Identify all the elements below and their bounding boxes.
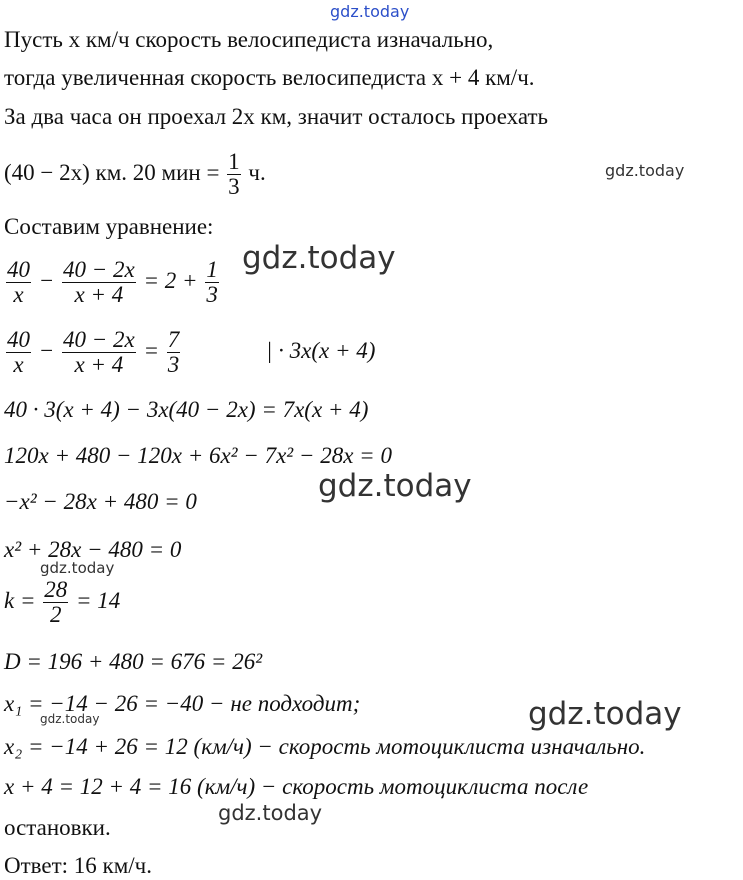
text-line: x₁ = −14 − 26 = −40 − не подходит; <box>4 691 361 716</box>
unit: ч. <box>248 159 266 185</box>
denominator: 3 <box>228 174 240 199</box>
fraction <box>6 258 31 307</box>
denominator: x + 4 <box>74 282 124 307</box>
expression: (40 − 2x) км. 20 мин = <box>4 159 220 185</box>
text-line: тогда увеличенная скорость велосипедиста x + 4 км/ч. <box>4 65 535 90</box>
numerator: 1 <box>228 149 240 174</box>
fraction <box>43 578 68 627</box>
fraction <box>205 258 219 307</box>
denominator: x + 4 <box>74 352 124 377</box>
watermark: gdz.today <box>528 696 682 732</box>
text-line: Пусть x км/ч скорость велосипедиста изначально, <box>4 27 494 52</box>
denominator: x <box>13 352 24 377</box>
watermark: gdz.today <box>318 468 472 504</box>
expression: k = <box>4 587 36 613</box>
operator: = <box>143 337 160 363</box>
numerator: 40 − 2x <box>63 257 135 282</box>
text-line: x₂ = −14 + 26 = 12 (км/ч) − скорость мотоциклиста изначально. <box>4 734 646 759</box>
answer-line: Ответ: 16 км/ч. <box>4 853 152 878</box>
operator: − <box>38 337 55 363</box>
fraction <box>62 258 136 307</box>
fraction <box>62 328 136 377</box>
denominator: 2 <box>49 602 62 627</box>
numerator: 1 <box>206 257 218 282</box>
fraction <box>167 328 181 377</box>
fraction <box>6 328 31 377</box>
text-line <box>4 150 266 199</box>
numerator: 40 <box>7 257 30 282</box>
text-line: остановки. <box>4 815 111 840</box>
denominator: 3 <box>206 282 218 307</box>
numerator: 7 <box>167 327 180 352</box>
operator: = 2 + <box>143 267 198 293</box>
watermark: gdz.today <box>218 801 323 825</box>
numerator: 40 − 2x <box>63 327 135 352</box>
k-line <box>4 578 120 627</box>
text-line: 120x + 480 − 120x + 6x² − 7x² − 28x = 0 <box>4 443 392 468</box>
text-line: За два часа он проехал 2x км, значит осталось проехать <box>4 104 549 129</box>
equation-1 <box>4 258 221 307</box>
text-line: D = 196 + 480 = 676 = 26² <box>4 649 263 674</box>
text-line: Составим уравнение: <box>4 214 214 239</box>
text-line: x + 4 = 12 + 4 = 16 (км/ч) − скорость мотоциклиста после <box>4 774 589 799</box>
watermark: gdz.today <box>40 559 115 577</box>
numerator: 28 <box>44 577 68 602</box>
denominator: x <box>13 282 24 307</box>
denominator: 3 <box>167 352 180 377</box>
numerator: 40 <box>7 327 30 352</box>
text-line: x² + 28x − 480 = 0 <box>4 537 182 562</box>
watermark: gdz.today <box>40 712 100 726</box>
fraction <box>227 150 241 199</box>
multiplier: | · 3x(x + 4) <box>266 337 376 363</box>
equation-2 <box>4 328 375 377</box>
operator: − <box>38 267 55 293</box>
watermark: gdz.today <box>605 161 685 180</box>
text-line: −x² − 28x + 480 = 0 <box>4 489 197 514</box>
watermark: gdz.today <box>242 240 396 276</box>
expression: = 14 <box>75 587 121 613</box>
text-line: 40 · 3(x + 4) − 3x(40 − 2x) = 7x(x + 4) <box>4 397 369 422</box>
watermark-top: gdz.today <box>330 2 410 21</box>
